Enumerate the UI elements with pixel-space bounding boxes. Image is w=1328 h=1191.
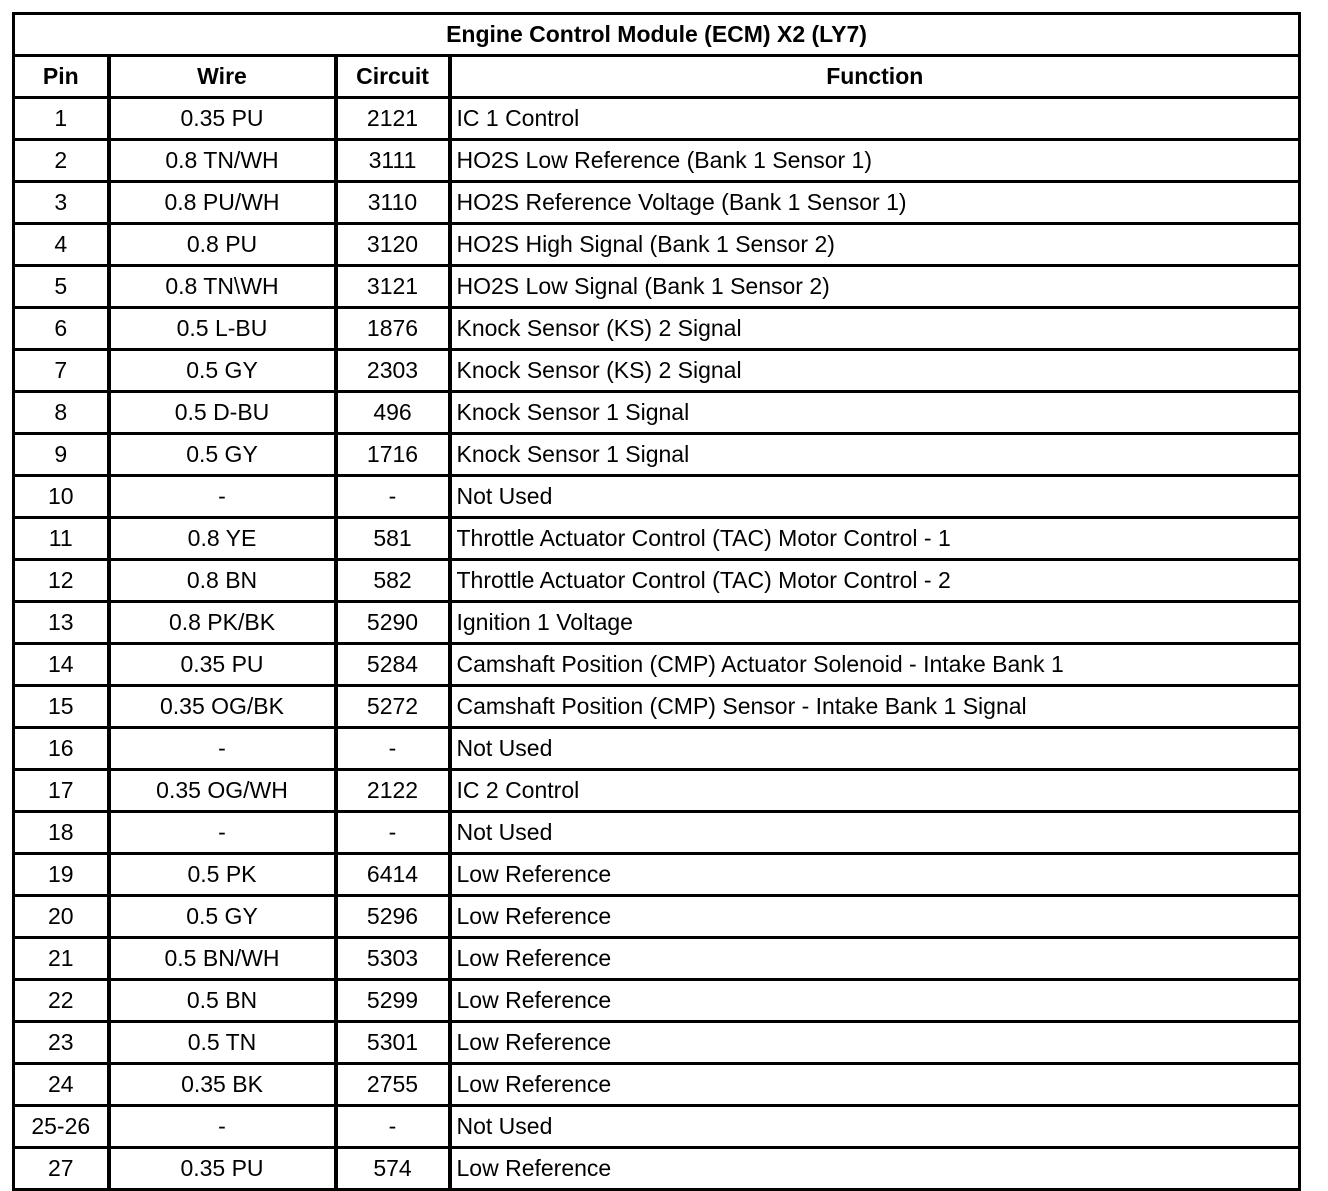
function-cell: Low Reference xyxy=(450,896,1300,938)
circuit-cell: 5296 xyxy=(336,896,450,938)
wire-cell: - xyxy=(109,728,336,770)
table-row xyxy=(14,728,1300,770)
wire-cell: 0.8 PK/BK xyxy=(109,602,336,644)
wire-cell: 0.5 L-BU xyxy=(109,308,336,350)
function-cell: Ignition 1 Voltage xyxy=(450,602,1300,644)
table-row xyxy=(14,1064,1300,1106)
table-row xyxy=(14,98,1300,140)
table-row xyxy=(14,1148,1300,1190)
pin-cell: 24 xyxy=(14,1064,109,1106)
table-row xyxy=(14,602,1300,644)
table-row xyxy=(14,980,1300,1022)
wire-cell: 0.35 PU xyxy=(109,644,336,686)
header-wire: Wire xyxy=(109,56,336,98)
wire-cell: 0.5 D-BU xyxy=(109,392,336,434)
function-cell: Low Reference xyxy=(450,938,1300,980)
function-cell: Not Used xyxy=(450,476,1300,518)
function-cell: Low Reference xyxy=(450,854,1300,896)
function-cell: IC 2 Control xyxy=(450,770,1300,812)
wire-cell: 0.5 PK xyxy=(109,854,336,896)
table-row xyxy=(14,1106,1300,1148)
circuit-cell: - xyxy=(336,476,450,518)
table-row xyxy=(14,140,1300,182)
table-row xyxy=(14,224,1300,266)
pin-cell: 20 xyxy=(14,896,109,938)
circuit-cell: 5303 xyxy=(336,938,450,980)
function-cell: Camshaft Position (CMP) Sensor - Intake Bank 1 Signal xyxy=(450,686,1300,728)
circuit-cell: 5284 xyxy=(336,644,450,686)
pin-cell: 23 xyxy=(14,1022,109,1064)
function-cell: IC 1 Control xyxy=(450,98,1300,140)
function-cell: HO2S Low Reference (Bank 1 Sensor 1) xyxy=(450,140,1300,182)
table-row xyxy=(14,308,1300,350)
pin-cell: 15 xyxy=(14,686,109,728)
wire-cell: 0.8 BN xyxy=(109,560,336,602)
wire-cell: 0.5 TN xyxy=(109,1022,336,1064)
function-cell: Knock Sensor 1 Signal xyxy=(450,392,1300,434)
wire-cell: 0.35 OG/WH xyxy=(109,770,336,812)
header-function: Function xyxy=(450,56,1300,98)
wire-cell: 0.5 GY xyxy=(109,434,336,476)
circuit-cell: 5290 xyxy=(336,602,450,644)
wire-cell: 0.8 TN\WH xyxy=(109,266,336,308)
pin-cell: 19 xyxy=(14,854,109,896)
pin-cell: 17 xyxy=(14,770,109,812)
function-cell: Knock Sensor 1 Signal xyxy=(450,434,1300,476)
pin-cell: 8 xyxy=(14,392,109,434)
table-row xyxy=(14,518,1300,560)
pin-cell: 7 xyxy=(14,350,109,392)
table-title-row xyxy=(14,14,1300,56)
circuit-cell: 2122 xyxy=(336,770,450,812)
pin-cell: 11 xyxy=(14,518,109,560)
pin-cell: 4 xyxy=(14,224,109,266)
pin-cell: 13 xyxy=(14,602,109,644)
function-cell: Knock Sensor (KS) 2 Signal xyxy=(450,350,1300,392)
circuit-cell: 496 xyxy=(336,392,450,434)
pin-cell: 22 xyxy=(14,980,109,1022)
table-row xyxy=(14,434,1300,476)
circuit-cell: - xyxy=(336,1106,450,1148)
header-pin: Pin xyxy=(14,56,109,98)
table-row xyxy=(14,938,1300,980)
pin-cell: 9 xyxy=(14,434,109,476)
header-circuit: Circuit xyxy=(336,56,450,98)
circuit-cell: 1876 xyxy=(336,308,450,350)
table-row xyxy=(14,266,1300,308)
circuit-cell: 2755 xyxy=(336,1064,450,1106)
function-cell: Low Reference xyxy=(450,1064,1300,1106)
circuit-cell: 5301 xyxy=(336,1022,450,1064)
wire-cell: - xyxy=(109,812,336,854)
table-row xyxy=(14,770,1300,812)
table-row xyxy=(14,182,1300,224)
circuit-cell: 3111 xyxy=(336,140,450,182)
circuit-cell: - xyxy=(336,812,450,854)
circuit-cell: 581 xyxy=(336,518,450,560)
pin-cell: 6 xyxy=(14,308,109,350)
circuit-cell: 3110 xyxy=(336,182,450,224)
pin-cell: 3 xyxy=(14,182,109,224)
function-cell: Not Used xyxy=(450,812,1300,854)
wire-cell: 0.5 GY xyxy=(109,350,336,392)
ecm-pinout-table xyxy=(12,12,1301,1191)
wire-cell: 0.5 GY xyxy=(109,896,336,938)
table-row xyxy=(14,644,1300,686)
circuit-cell: 2303 xyxy=(336,350,450,392)
table-row xyxy=(14,896,1300,938)
table-row xyxy=(14,392,1300,434)
table-row xyxy=(14,350,1300,392)
circuit-cell: 3120 xyxy=(336,224,450,266)
wire-cell: 0.8 PU xyxy=(109,224,336,266)
table-header-row xyxy=(14,56,1300,98)
wire-cell: 0.8 PU/WH xyxy=(109,182,336,224)
circuit-cell: 5272 xyxy=(336,686,450,728)
wire-cell: 0.35 PU xyxy=(109,98,336,140)
pin-cell: 18 xyxy=(14,812,109,854)
wire-cell: 0.8 YE xyxy=(109,518,336,560)
function-cell: HO2S Low Signal (Bank 1 Sensor 2) xyxy=(450,266,1300,308)
function-cell: Camshaft Position (CMP) Actuator Solenoid - Intake Bank 1 xyxy=(450,644,1300,686)
pin-cell: 10 xyxy=(14,476,109,518)
function-cell: Low Reference xyxy=(450,980,1300,1022)
function-cell: HO2S Reference Voltage (Bank 1 Sensor 1) xyxy=(450,182,1300,224)
wire-cell: 0.5 BN xyxy=(109,980,336,1022)
function-cell: HO2S High Signal (Bank 1 Sensor 2) xyxy=(450,224,1300,266)
table-body xyxy=(14,98,1300,1190)
circuit-cell: 6414 xyxy=(336,854,450,896)
circuit-cell: 2121 xyxy=(336,98,450,140)
table-row xyxy=(14,812,1300,854)
function-cell: Low Reference xyxy=(450,1022,1300,1064)
circuit-cell: - xyxy=(336,728,450,770)
function-cell: Not Used xyxy=(450,728,1300,770)
table-row xyxy=(14,686,1300,728)
wire-cell: 0.8 TN/WH xyxy=(109,140,336,182)
table-row xyxy=(14,854,1300,896)
wire-cell: 0.35 BK xyxy=(109,1064,336,1106)
function-cell: Knock Sensor (KS) 2 Signal xyxy=(450,308,1300,350)
wire-cell: - xyxy=(109,476,336,518)
table-title: Engine Control Module (ECM) X2 (LY7) xyxy=(14,14,1300,56)
pin-cell: 16 xyxy=(14,728,109,770)
circuit-cell: 5299 xyxy=(336,980,450,1022)
circuit-cell: 1716 xyxy=(336,434,450,476)
circuit-cell: 574 xyxy=(336,1148,450,1190)
pin-cell: 21 xyxy=(14,938,109,980)
function-cell: Low Reference xyxy=(450,1148,1300,1190)
table-row xyxy=(14,560,1300,602)
function-cell: Not Used xyxy=(450,1106,1300,1148)
pin-cell: 5 xyxy=(14,266,109,308)
table-row xyxy=(14,476,1300,518)
circuit-cell: 3121 xyxy=(336,266,450,308)
circuit-cell: 582 xyxy=(336,560,450,602)
pin-cell: 27 xyxy=(14,1148,109,1190)
wire-cell: 0.35 OG/BK xyxy=(109,686,336,728)
pin-cell: 25-26 xyxy=(14,1106,109,1148)
function-cell: Throttle Actuator Control (TAC) Motor Control - 2 xyxy=(450,560,1300,602)
pin-cell: 1 xyxy=(14,98,109,140)
wire-cell: 0.5 BN/WH xyxy=(109,938,336,980)
pin-cell: 12 xyxy=(14,560,109,602)
wire-cell: - xyxy=(109,1106,336,1148)
pin-cell: 14 xyxy=(14,644,109,686)
function-cell: Throttle Actuator Control (TAC) Motor Control - 1 xyxy=(450,518,1300,560)
wire-cell: 0.35 PU xyxy=(109,1148,336,1190)
pin-cell: 2 xyxy=(14,140,109,182)
table-row xyxy=(14,1022,1300,1064)
